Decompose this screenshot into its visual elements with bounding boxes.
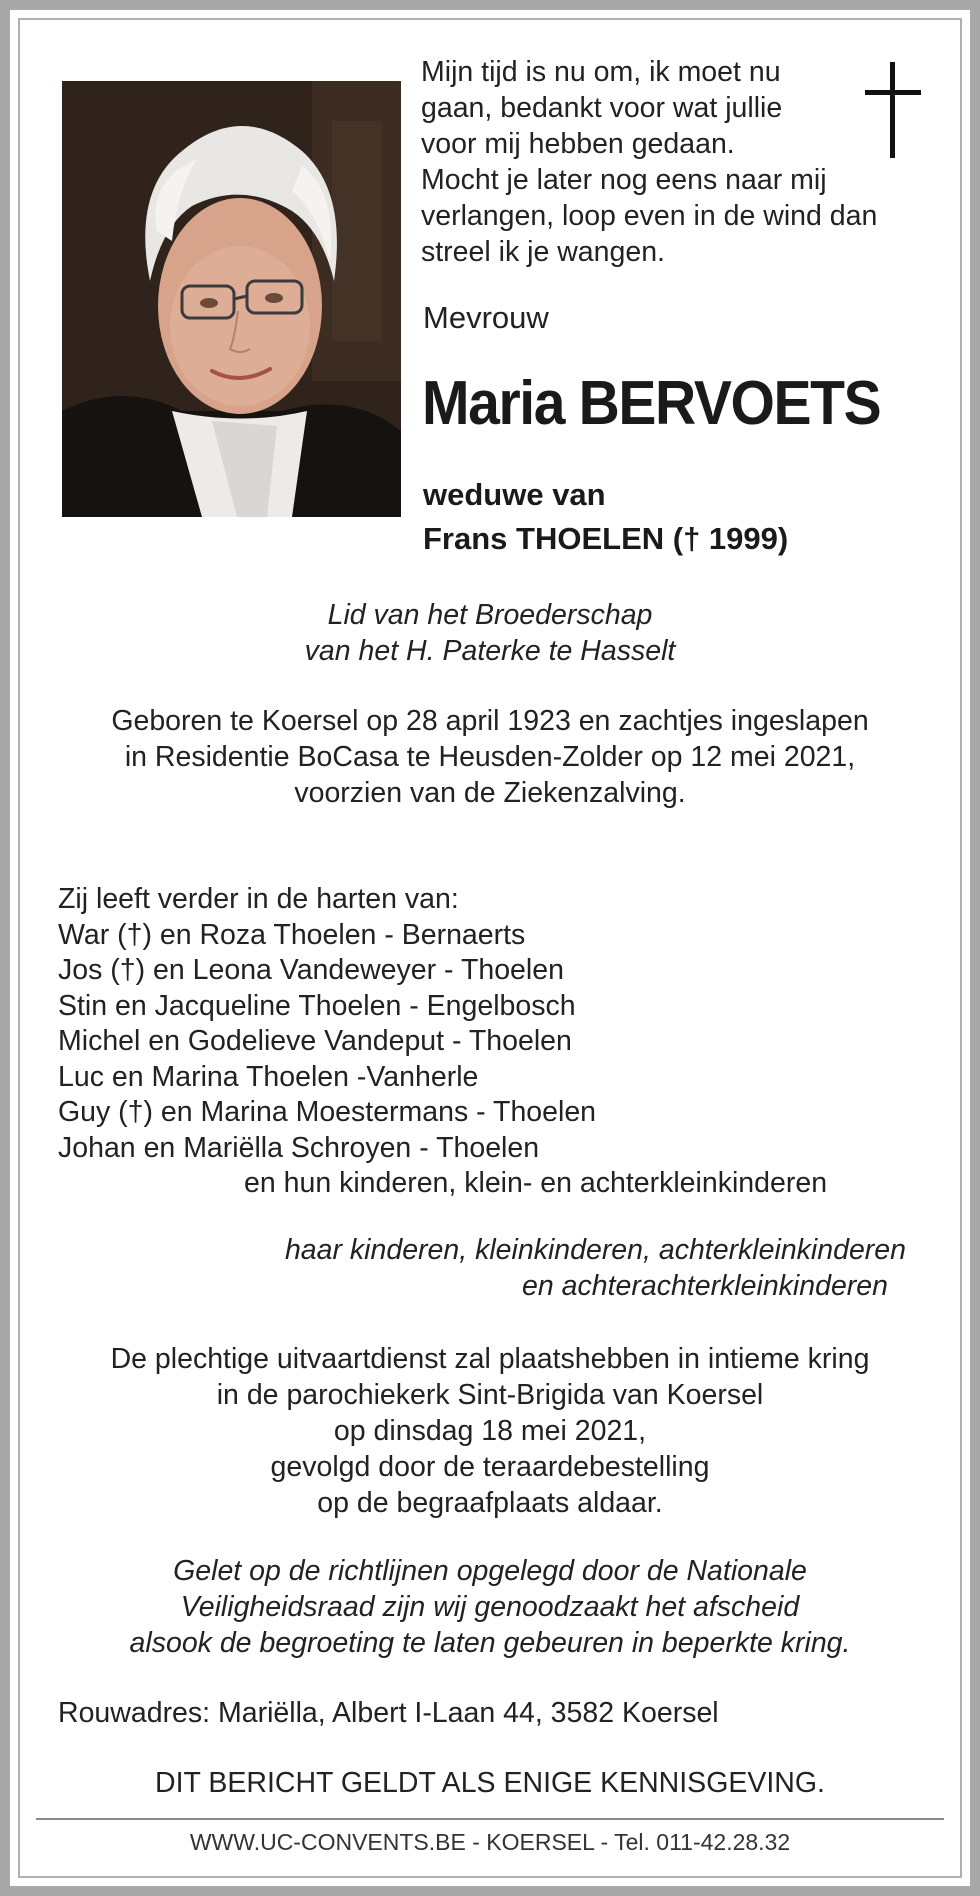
poem-line: verlangen, loop even in de wind dan bbox=[421, 200, 878, 232]
official-notice: DIT BERICHT GELDT ALS ENIGE KENNISGEVING. bbox=[155, 1767, 825, 1799]
birth-death-line: voorzien van de Ziekenzalving. bbox=[294, 777, 686, 809]
mourning-address: Rouwadres: Mariëlla, Albert I-Laan 44, 3582 Koersel bbox=[58, 1697, 719, 1729]
birth-death-line: Geboren te Koersel op 28 april 1923 en zachtjes ingeslapen bbox=[111, 705, 869, 737]
widow-label: weduwe van bbox=[423, 477, 606, 512]
family-member: Stin en Jacqueline Thoelen - Engelbosch bbox=[58, 989, 576, 1022]
service-line: De plechtige uitvaartdienst zal plaatshebben in intieme kring bbox=[110, 1343, 870, 1375]
family-member: War (†) en Roza Thoelen - Bernaerts bbox=[58, 918, 526, 951]
birth-death-line: in Residentie BoCasa te Heusden-Zolder op 12 mei 2021, bbox=[124, 741, 856, 773]
service-line: op dinsdag 18 mei 2021, bbox=[333, 1415, 647, 1447]
grandchildren-block bbox=[40, 1232, 906, 1304]
membership-line: van het H. Paterke te Hasselt bbox=[304, 635, 676, 667]
grandchildren-line: en achterachterkleinkinderen bbox=[522, 1270, 888, 1302]
birth-death-block bbox=[40, 703, 940, 811]
service-line: op de begraafplaats aldaar. bbox=[317, 1487, 663, 1519]
footer-divider bbox=[36, 1818, 944, 1820]
funeral-home-footer: WWW.UC-CONVENTS.BE - KOERSEL - Tel. 011-42.28.32 bbox=[189, 1829, 791, 1855]
service-line: in de parochiekerk Sint-Brigida van Koersel bbox=[216, 1379, 764, 1411]
poem-line: voor mij hebben gedaan. bbox=[421, 128, 735, 160]
notice-line: Gelet op de richtlijnen opgelegd door de Nationale bbox=[173, 1555, 807, 1587]
poem-line: Mocht je later nog eens naar mij bbox=[421, 164, 827, 196]
service-block bbox=[40, 1341, 940, 1521]
deceased-name: Maria BERVOETS bbox=[422, 369, 881, 438]
family-member: Michel en Godelieve Vandeput - Thoelen bbox=[58, 1025, 572, 1057]
portrait-photo bbox=[62, 81, 401, 517]
family-children-line: en hun kinderen, klein- en achterkleinkinderen bbox=[244, 1167, 828, 1199]
poem-line: Mijn tijd is nu om, ik moet nu bbox=[421, 56, 781, 88]
membership-block bbox=[40, 597, 940, 669]
family-member: Luc en Marina Thoelen -Vanherle bbox=[58, 1060, 479, 1093]
spouse-name: Frans THOELEN († 1999) bbox=[423, 521, 789, 556]
notice-line: alsook de begroeting te laten gebeuren in beperkte kring. bbox=[129, 1627, 851, 1659]
poem bbox=[421, 54, 921, 270]
family-member: Johan en Mariëlla Schroyen - Thoelen bbox=[58, 1131, 540, 1164]
restrictions-notice bbox=[40, 1553, 940, 1661]
service-line: gevolgd door de teraardebestelling bbox=[270, 1451, 710, 1483]
family-intro: Zij leeft verder in de harten van: bbox=[58, 883, 459, 915]
family-member: Jos (†) en Leona Vandeweyer - Thoelen bbox=[58, 954, 564, 986]
membership-line: Lid van het Broederschap bbox=[327, 599, 653, 631]
family-member: Guy (†) en Marina Moestermans - Thoelen bbox=[58, 1096, 597, 1128]
poem-line: gaan, bedankt voor wat jullie bbox=[421, 92, 783, 124]
family-block bbox=[58, 882, 918, 1202]
notice-line: Veiligheidsraad zijn wij genoodzaakt het afscheid bbox=[180, 1591, 800, 1623]
honorific: Mevrouw bbox=[423, 300, 549, 335]
poem-line: streel ik je wangen. bbox=[421, 236, 665, 268]
grandchildren-line: haar kinderen, kleinkinderen, achterkleinkinderen bbox=[284, 1234, 906, 1266]
latin-cross-icon bbox=[863, 60, 923, 160]
